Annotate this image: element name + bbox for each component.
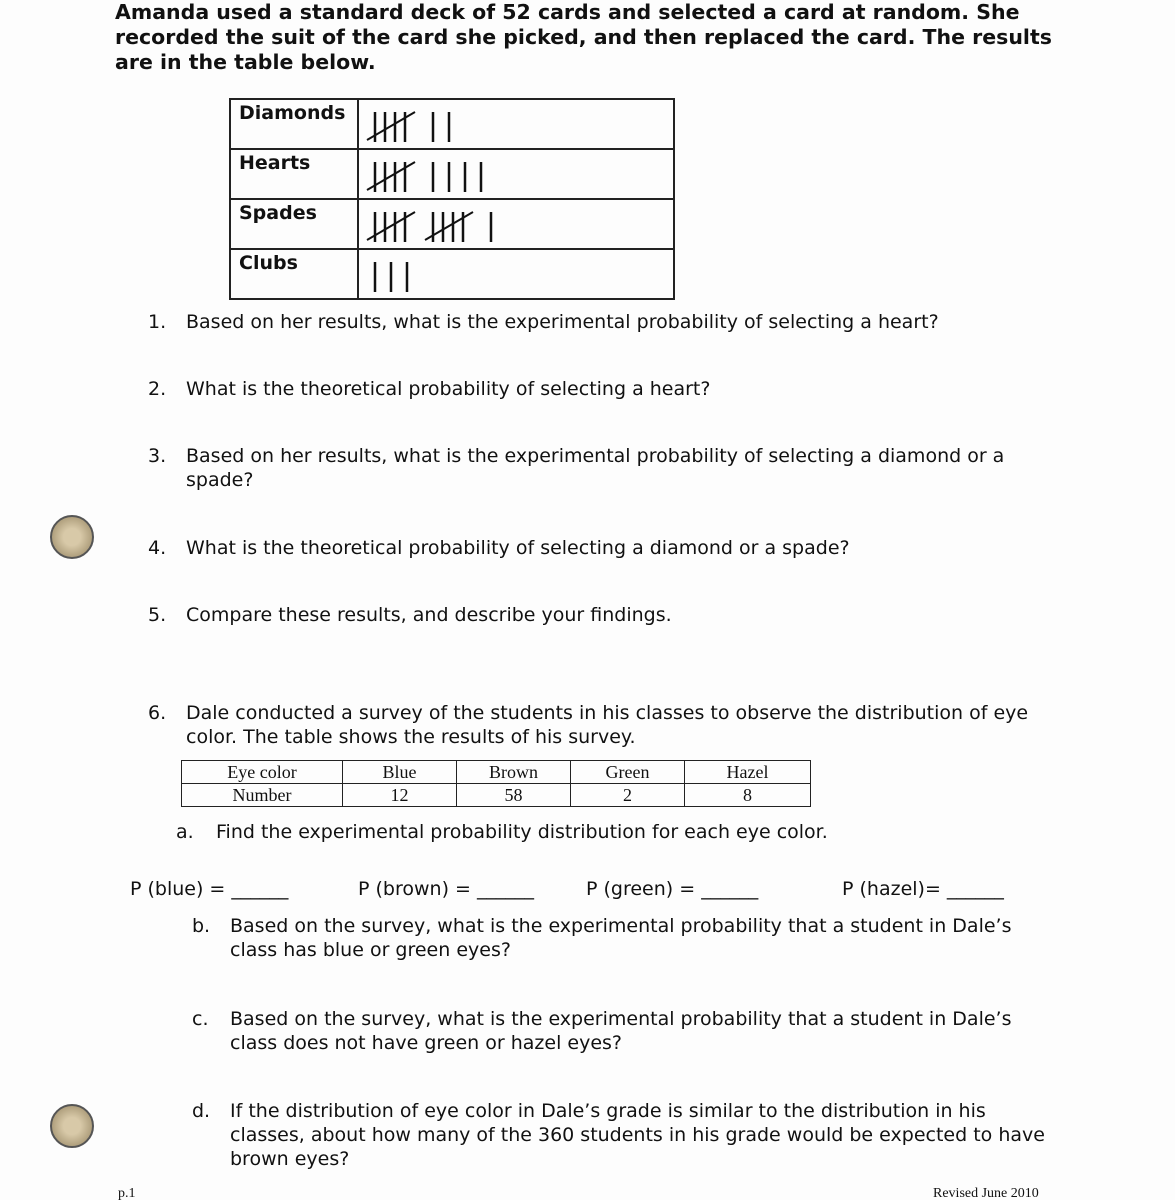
question-3: 3. Based on her results, what is the experimental probability of selecting a diamond or a spade? xyxy=(148,445,1005,491)
table-row xyxy=(230,149,674,199)
intro-text: Amanda used a standard deck of 52 cards and selected a card at random. She recorded the suit of the card she picked, and then replaced the card. The results are in the table below. xyxy=(115,0,1052,74)
page-number: p.1 xyxy=(118,1186,136,1200)
cell: 8 xyxy=(685,784,811,807)
hole-punch xyxy=(50,1104,94,1148)
suit-label: Diamonds xyxy=(230,99,358,149)
question-4: 4. What is the theoretical probability of selecting a diamond or a spade? xyxy=(148,537,850,559)
blank-blue: P (blue) = ______ xyxy=(130,878,289,900)
hole-punch xyxy=(50,515,94,559)
subquestion-c: c. Based on the survey, what is the experimental probability that a student in Dale’s class does not have green or hazel eyes? xyxy=(192,1008,1012,1054)
header-cell: Blue xyxy=(343,761,457,784)
tally-marks xyxy=(358,199,674,249)
blank-green: P (green) = ______ xyxy=(586,878,759,900)
tally-table xyxy=(229,98,675,300)
subquestion-d: d. If the distribution of eye color in Dale’s grade is similar to the distribution in his classes, about how many of the 360 students in his grade would be expected to have brown eyes? xyxy=(192,1100,1045,1170)
tally-marks xyxy=(358,149,674,199)
cell: 2 xyxy=(571,784,685,807)
table-row xyxy=(230,199,674,249)
row-label: Number xyxy=(182,784,343,807)
header-cell: Brown xyxy=(457,761,571,784)
question-5: 5. Compare these results, and describe your findings. xyxy=(148,604,672,626)
tally-graphic xyxy=(359,150,669,194)
question-2: 2. What is the theoretical probability of selecting a heart? xyxy=(148,378,711,400)
subquestion-b: b. Based on the survey, what is the experimental probability that a student in Dale’s class has blue or green eyes? xyxy=(192,915,1012,961)
header-cell: Hazel xyxy=(685,761,811,784)
tally-graphic xyxy=(359,100,669,144)
cell: 12 xyxy=(343,784,457,807)
cell: 58 xyxy=(457,784,571,807)
tally-graphic xyxy=(359,250,669,294)
suit-label: Spades xyxy=(230,199,358,249)
table-header-row xyxy=(182,761,811,784)
eye-color-table xyxy=(181,760,811,807)
question-6: 6. Dale conducted a survey of the students in his classes to observe the distribution of eye color. The table shows the results of his survey. xyxy=(148,702,1029,748)
revision-note: Revised June 2010 xyxy=(933,1186,1039,1200)
tally-marks xyxy=(358,249,674,299)
header-cell: Eye color xyxy=(182,761,343,784)
suit-label: Hearts xyxy=(230,149,358,199)
blank-hazel: P (hazel)= ______ xyxy=(842,878,1004,900)
blank-brown: P (brown) = ______ xyxy=(358,878,534,900)
header-cell: Green xyxy=(571,761,685,784)
table-row xyxy=(230,249,674,299)
table-row xyxy=(230,99,674,149)
suit-label: Clubs xyxy=(230,249,358,299)
question-1: 1. Based on her results, what is the experimental probability of selecting a heart? xyxy=(148,311,939,333)
table-row xyxy=(182,784,811,807)
tally-marks xyxy=(358,99,674,149)
tally-graphic xyxy=(359,200,669,244)
subquestion-a: a. Find the experimental probability distribution for each eye color. xyxy=(176,821,828,843)
